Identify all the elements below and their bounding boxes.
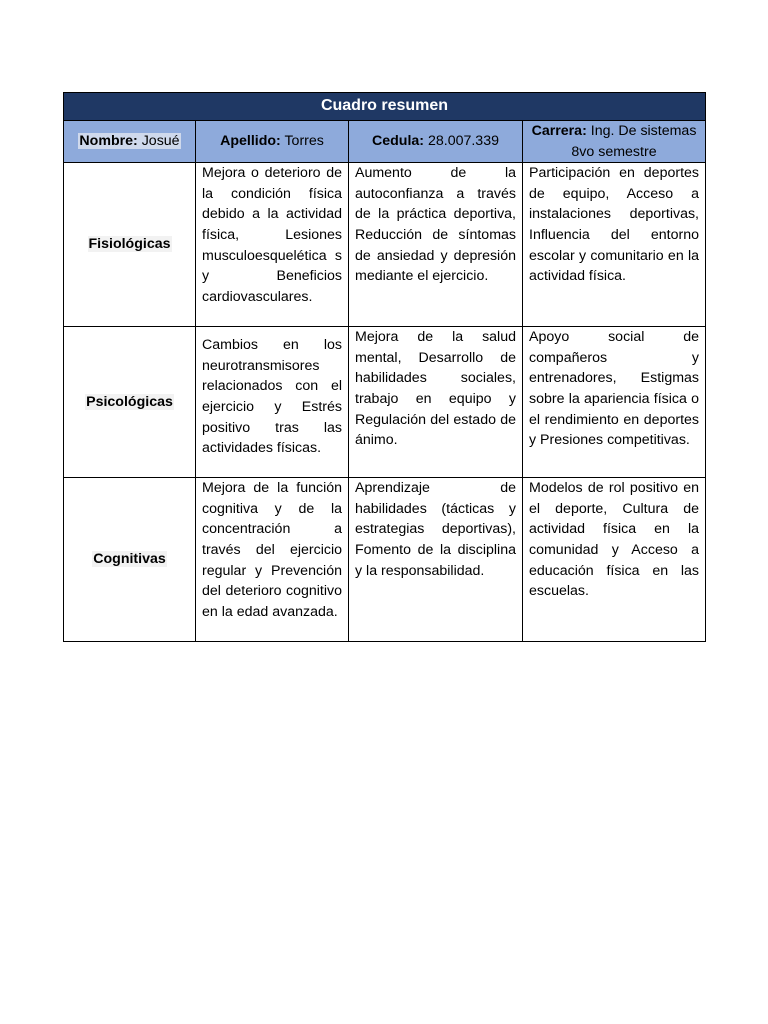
- table-cell: Mejora de la función cognitiva y de la concentración a través del ejercicio regular y Prevención del deterioro cognitivo en la edad avanzada.: [196, 478, 349, 642]
- cedula-label: Cedula:: [372, 133, 425, 150]
- summary-table: [63, 92, 706, 642]
- carrera-value: Ing. De sistemas 8vo semestre: [571, 123, 697, 160]
- header-apellido: [196, 121, 349, 163]
- table-cell: Apoyo social de compañeros y entrenadores, Estigmas sobre la apariencia física o el rendimiento en deportes y Presiones competitivas.: [523, 327, 706, 478]
- row-label: Fisiológicas: [88, 236, 171, 253]
- row-label: Psicológicas: [86, 393, 173, 410]
- nombre-highlight: [78, 133, 180, 149]
- row-label-cell: [64, 478, 196, 642]
- nombre-value: Josué: [137, 133, 180, 150]
- apellido-label: Apellido:: [220, 133, 281, 150]
- table-title: Cuadro resumen: [64, 93, 706, 121]
- table-row: [64, 478, 706, 642]
- table-cell: Mejora de la salud mental, Desarrollo de habilidades sociales, trabajo en equipo y Regulación del estado de ánimo.: [349, 327, 523, 478]
- row-label-cell: [64, 327, 196, 478]
- apellido-value: Torres: [280, 133, 324, 150]
- carrera-label: Carrera:: [531, 123, 587, 139]
- header-row: [64, 121, 706, 163]
- header-carrera: [523, 121, 706, 163]
- table-row: [64, 327, 706, 478]
- row-label-cell: [64, 163, 196, 327]
- table-cell: Modelos de rol positivo en el deporte, Cultura de actividad física en la comunidad y Acceso a educación física en las escuelas.: [523, 478, 706, 642]
- table-cell: Aprendizaje de habilidades (tácticas y estrategias deportivas), Fomento de la disciplina y la responsabilidad.: [349, 478, 523, 642]
- cedula-value: 28.007.339: [424, 133, 499, 150]
- row-label: Cognitivas: [93, 551, 166, 568]
- title-row: [64, 93, 706, 121]
- header-nombre: [64, 121, 196, 163]
- nombre-label: Nombre:: [79, 133, 138, 150]
- table-row: [64, 163, 706, 327]
- table-cell: Participación en deportes de equipo, Acceso a instalaciones deportivas, Influencia del entorno escolar y comunitario en la actividad física.: [523, 163, 706, 327]
- table-cell: Mejora o deterioro de la condición física debido a la actividad física, Lesiones musculoesquelética s y Beneficios cardiovasculares.: [196, 163, 349, 327]
- table-cell: Cambios en los neurotransmisores relacionados con el ejercicio y Estrés positivo tras las actividades físicas.: [196, 327, 349, 478]
- header-cedula: [349, 121, 523, 163]
- table-cell: Aumento de la autoconfianza a través de la práctica deportiva, Reducción de síntomas de ansiedad y depresión mediante el ejercicio.: [349, 163, 523, 327]
